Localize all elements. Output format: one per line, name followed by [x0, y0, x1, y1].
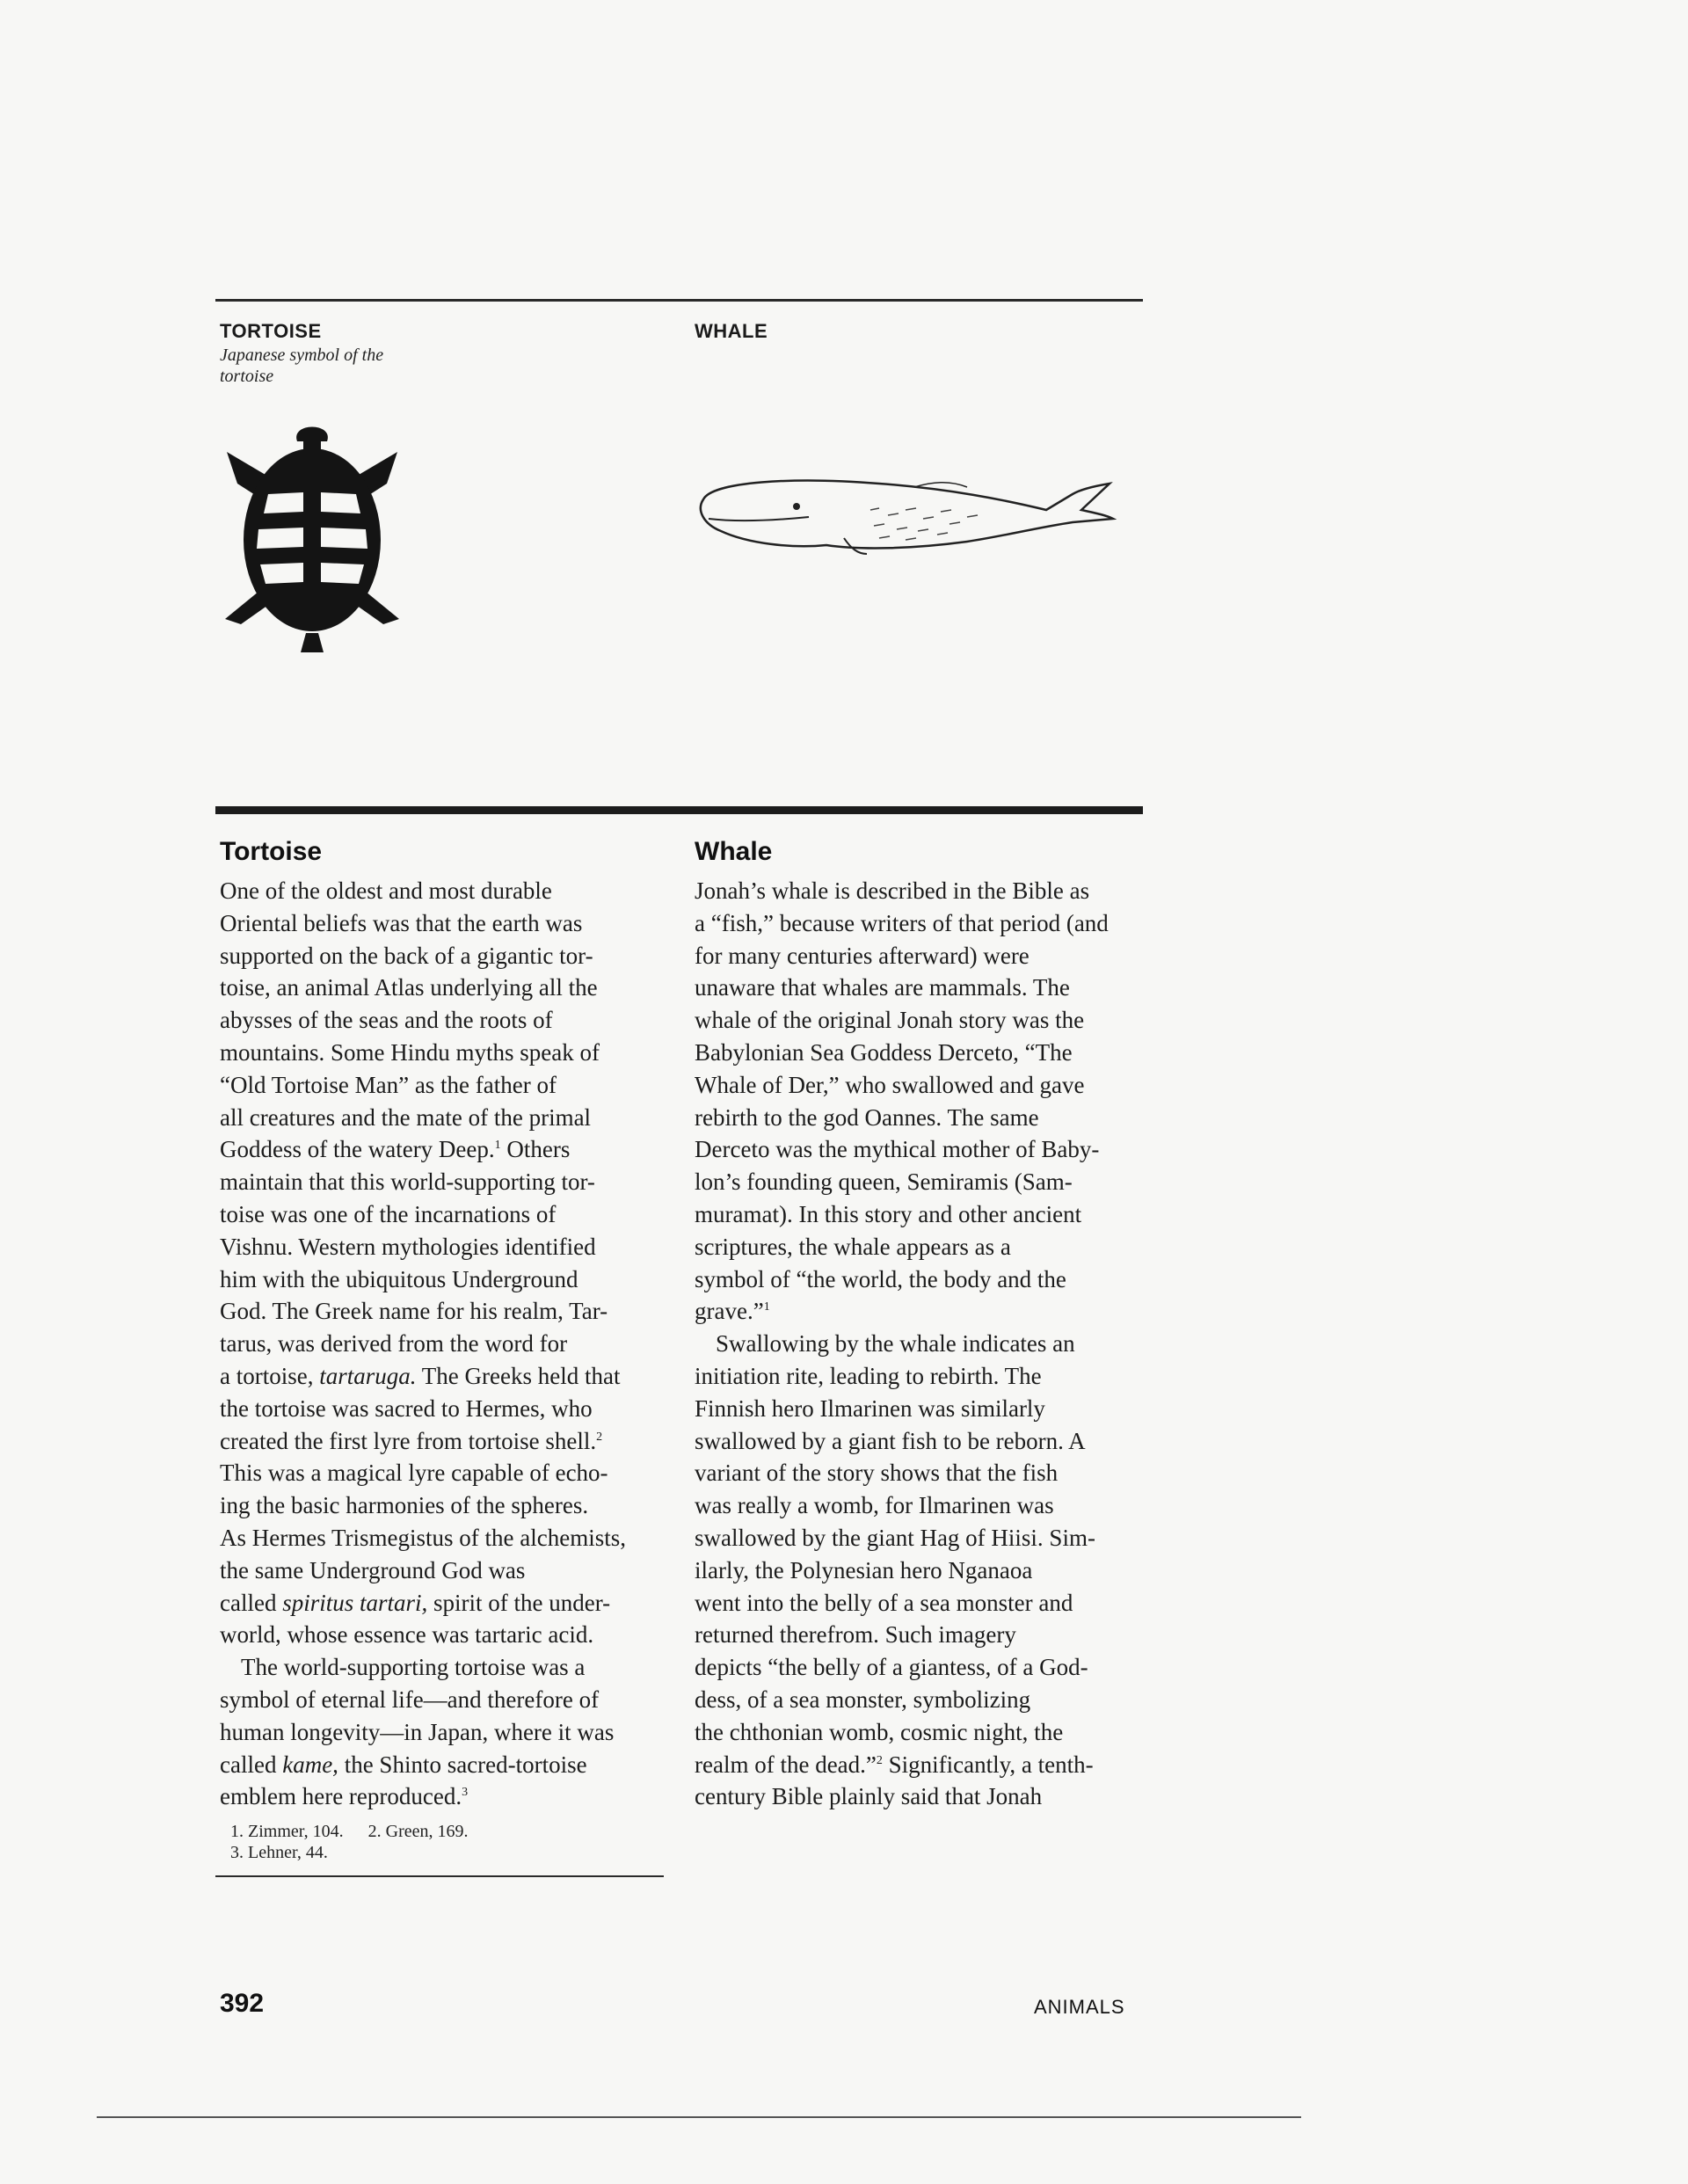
whale-paragraph-2: Swallowing by the whale indicates an initiation rite, leading to rebirth. The Finnish hero Ilmarinen was similarly swallowed by a giant fish to be reborn. A variant of the story shows that the fish was really a womb, for Ilmarinen was swallowed by the giant Hag of Hiisi. Sim- ilarly, the Polynesian hero Nganaoa went into the belly of a sea monster and returned therefrom. Such imagery depicts “the belly of a giantess, of a God- dess, of a sea monster, symbolizing the chthonian womb, cosmic night, the realm of the dead.”$^2$ Significantly, a tenth- century Bible plainly said that Jonah [695, 1330, 1095, 1810]
page-number: 392 [220, 1989, 265, 2018]
tortoise-paragraph-1: One of the oldest and most durable Oriental beliefs was that the earth was supported on the back of a gigantic tor- toise, an animal Atlas underlying all the abysses of the seas and the roots of mountains. Some Hindu myths speak of “Old Tortoise Man” as the father of all creatures and the mate of the primal Goddess of the watery Deep.$^1$ Others maintain that this world-supporting tor- toise was one of the incarnations of Vishnu. Western mythologies identified him with the ubiquitous Underground God. The Greek name for his realm, Tar- tarus, was derived from the word for a tortoise, tartaruga. The Greeks held that the tortoise was sacred to Hermes, who created the first lyre from tortoise shell.$^2$ This was a magical lyre capable of echo- ing the basic harmonies of the spheres. As Hermes Trismegistus of the alchemists, the same Underground God was called spiritus tartari, spirit of the under- world, whose essence was tartaric acid. [220, 877, 626, 1649]
footnote-2: 2. Green, 169. [367, 1822, 469, 1841]
top-rule [215, 299, 1143, 302]
whale-heading: Whale [695, 837, 773, 866]
footnotes-rule [215, 1875, 664, 1877]
section-divider-rule [215, 806, 1143, 814]
whale-paragraph-1: Jonah’s whale is described in the Bible as a “fish,” because writers of that period (and for many centuries afterward) were unaware that whales are mammals. The whale of the original Jonah story was the Babylonian Sea Goddess Derceto, “The Whale of Der,” who swallowed and gave rebirth to the god Oannes. The same Derceto was the mythical mother of Baby- lon’s founding queen, Semiramis (Sam- muramat). In this story and other ancient scriptures, the whale appears as a symbol of “the world, the body and the grave.”$^1$ [695, 877, 1109, 1325]
whale-article-body [695, 875, 1143, 1813]
tortoise-heading: Tortoise [220, 837, 323, 866]
whale-illustration [686, 457, 1117, 571]
footnote-3: 3. Lehner, 44. [230, 1843, 328, 1862]
tortoise-symbol-image [220, 415, 404, 657]
tortoise-figure-caption: Japanese symbol of the tortoise [220, 346, 384, 386]
whale-figure-label: WHALE [695, 320, 768, 342]
tortoise-article-body [220, 875, 668, 1813]
tortoise-paragraph-2: The world-supporting tortoise was a symbol of eternal life—and therefore of human longevity—in Japan, where it was called kame, the Shinto sacred-tortoise emblem here reproduced.$^3$ [220, 1654, 615, 1810]
tortoise-figure-label: TORTOISE [220, 320, 322, 342]
footnote-1: 1. Zimmer, 104. [230, 1822, 344, 1841]
section-name: ANIMALS [1034, 1996, 1125, 2018]
scan-edge-line [97, 2116, 1301, 2118]
tortoise-footnotes [230, 1821, 468, 1863]
